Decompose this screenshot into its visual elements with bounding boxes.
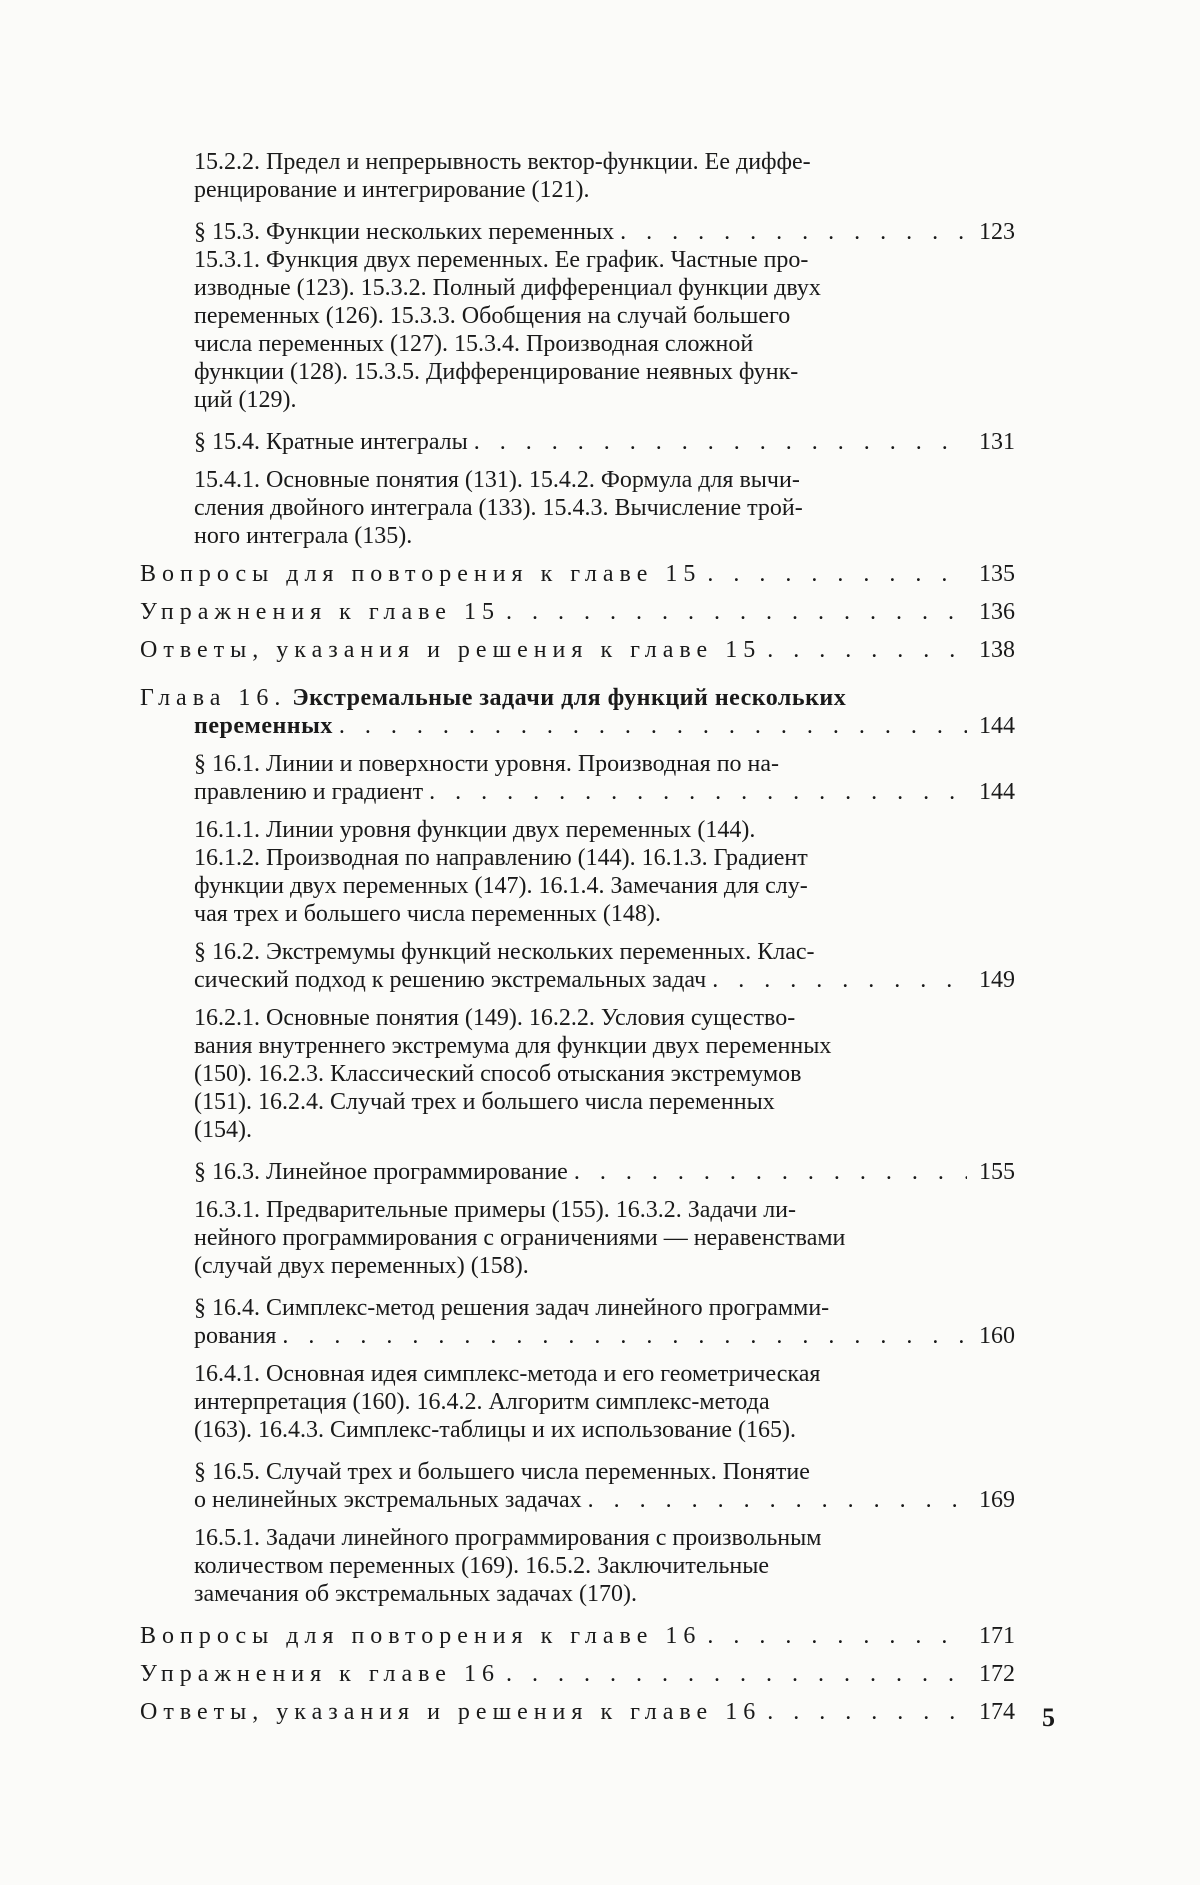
section-16-1[interactable]: § 16.1. Линии и поверхности уровня. Производная по на- правлению и градиент . . . 144	[194, 750, 1015, 806]
subsection-text-16-4: 16.4.1. Основная идея симплекс-метода и его геометрическая интерпретация (160). 16.4.2. Алгоритм симплекс-метода (163). 16.4.3. Симплекс-таблицы и их использование (165).	[194, 1361, 821, 1443]
subsection-text-15-2-2: 15.2.2. Предел и непрерывность вектор-функции. Ее диффе- ренцирование и интегрирование (121).	[194, 149, 811, 203]
subsection-text-15-4: 15.4.1. Основные понятия (131). 15.4.2. Формула для вычи- сления двойного интеграла (133). 15.4.3. Вычисление трой- ного интеграла (135).	[194, 467, 803, 549]
leader-dots	[620, 218, 967, 246]
subsection-text-16-1: 16.1.1. Линии уровня функции двух переменных (144). 16.1.2. Производная по направлению (144). 16.1.3. Градиент функции двух переменных (147). 16.1.4. Замечания для слу- чая трех и большего числа переменных (148).	[194, 817, 808, 927]
answers-ch15[interactable]: Ответы, указания и решения к главе 15 . . . 138	[140, 636, 1015, 664]
section-16-2[interactable]: § 16.2. Экстремумы функций нескольких переменных. Клас- сический подход к решению экстремальных задач . . . 149	[194, 938, 1015, 994]
section-16-4[interactable]: § 16.4. Симплекс-метод решения задач линейного программи- рования . . . 160	[194, 1294, 1015, 1350]
table-of-contents	[140, 148, 1015, 1726]
section-title: § 15.3. Функции нескольких переменных	[194, 219, 615, 245]
questions-ch15[interactable]: Вопросы для повторения к главе 15 . . . 135	[140, 560, 1015, 588]
questions-ch16[interactable]: Вопросы для повторения к главе 16 . . . 171	[140, 1622, 1015, 1650]
section-15-3[interactable]	[194, 218, 1015, 246]
subsection-text-16-2: 16.2.1. Основные понятия (149). 16.2.2. Условия существо- вания внутреннего экстремума для функции двух переменных (150). 16.2.3. Классический способ отыскания экстремумов (151). 16.2.4. Случай трех и большего числа переменных (154).	[194, 1005, 832, 1143]
section-16-5[interactable]: § 16.5. Случай трех и большего числа переменных. Понятие о нелинейных экстремальных задачах . . . 169	[194, 1458, 1015, 1514]
exercises-ch15[interactable]: Упражнения к главе 15 . . . 136	[140, 598, 1015, 626]
page-number-footer: 5	[1042, 1703, 1055, 1732]
subsection-text-16-5: 16.5.1. Задачи линейного программирования с произвольным количеством переменных (169). 16.5.2. Заключительные замечания об экстремальных задачах (170).	[194, 1525, 822, 1607]
section-15-4[interactable]: § 15.4. Кратные интегралы . . . 131	[194, 428, 1015, 456]
subsection-text-15-3: 15.3.1. Функция двух переменных. Ее график. Частные про- изводные (123). 15.3.2. Полный дифференциал функции двух переменных (126). 15.3.3. Обобщения на случай большего числа переменных (127). 15.3.4. Производная сложной функции (128). 15.3.5. Дифференцирование неявных функ- ций (129).	[194, 247, 821, 413]
exercises-ch16[interactable]: Упражнения к главе 16 . . . 172	[140, 1660, 1015, 1688]
chapter-16[interactable]: Глава 16. Экстремальные задачи для функций нескольких переменных . . . 144	[140, 684, 1015, 740]
subsection-text-16-3: 16.3.1. Предварительные примеры (155). 16.3.2. Задачи ли- нейного программирования с ограничениями — неравенствами (случай двух переменных) (158).	[194, 1197, 846, 1279]
section-16-3[interactable]: § 16.3. Линейное программирование . . . 155	[194, 1158, 1015, 1186]
answers-ch16[interactable]: Ответы, указания и решения к главе 16 . . . 174	[140, 1698, 1015, 1726]
page-number: 123	[979, 219, 1015, 245]
